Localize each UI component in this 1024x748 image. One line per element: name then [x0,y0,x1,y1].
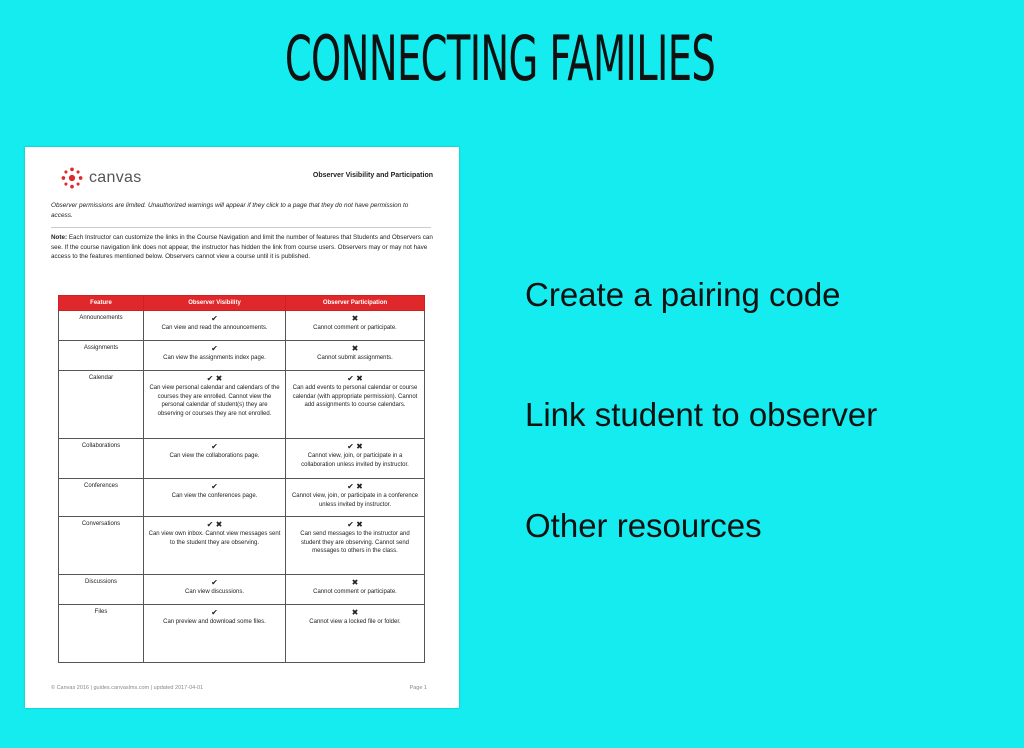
participation-mark-icon: ✔ ✖ [347,374,363,383]
visibility-text: Can view personal calendar and calendars of the courses they are enrolled. Cannot view the personal calendar of student(s) they are observing or courses they are not enrolled. [149,385,280,417]
participation-cell [286,479,425,517]
table-row [59,311,425,341]
page-number: Page 1 [409,685,427,691]
feature-cell: Collaborations [59,439,144,479]
visibility-text: Can view the conferences page. [171,493,258,499]
bullet-item: Link student to observer [525,396,878,433]
slide-title: CONNECTING FAMILIES [284,22,716,95]
visibility-text: Can preview and download some files. [163,619,266,625]
table-row [59,439,425,479]
participation-mark-icon: ✖ [351,578,359,587]
visibility-mark-icon: ✔ [211,482,218,491]
permissions-table [58,295,425,663]
table-row [59,575,425,605]
visibility-text: Can view and read the announcements. [161,325,268,331]
visibility-text: Can view the collaborations page. [169,453,260,459]
table-row [59,517,425,575]
visibility-cell [144,479,286,517]
participation-cell [286,311,425,341]
document-footer [51,685,427,691]
participation-mark-icon: ✔ ✖ [347,520,363,529]
participation-text: Cannot view, join, or participate in a conference unless invited by instructor. [291,493,419,508]
visibility-cell [144,371,286,439]
feature-cell: Assignments [59,341,144,371]
feature-cell: Conferences [59,479,144,517]
visibility-mark-icon: ✔ [211,442,218,451]
visibility-mark-icon: ✔ [211,344,218,353]
document-note [51,233,435,262]
feature-cell: Conversations [59,517,144,575]
table-header-participation: Observer Participation [286,296,425,311]
participation-mark-icon: ✖ [351,608,359,617]
participation-cell [286,575,425,605]
document-header [61,167,433,189]
visibility-cell [144,439,286,479]
participation-cell [286,517,425,575]
canvas-logo-icon [61,167,83,189]
note-label: Note: [51,234,68,241]
visibility-mark-icon: ✔ [211,608,218,617]
participation-mark-icon: ✔ ✖ [347,442,363,451]
table-header-row [59,296,425,311]
visibility-text: Can view discussions. [184,589,245,595]
participation-text: Cannot view, join, or participate in a collaboration unless invited by instructor. [301,453,409,468]
visibility-cell [144,341,286,371]
participation-text: Cannot submit assignments. [317,355,393,361]
table-row [59,341,425,371]
table-header-visibility: Observer Visibility [144,296,286,311]
participation-cell [286,439,425,479]
visibility-text: Can view the assignments index page. [163,355,266,361]
visibility-cell [144,311,286,341]
footer-text: © Canvas 2016 | guides.canvaslms.com | updated 2017-04-01 [51,685,204,691]
visibility-mark-icon: ✔ [211,578,218,587]
bullet-item: Other resources [525,507,762,544]
bullet-item: Create a pairing code [525,276,841,313]
participation-cell [286,371,425,439]
table-row [59,371,425,439]
visibility-cell [144,517,286,575]
table-header-feature: Feature [59,296,144,311]
participation-text: Can send messages to the instructor and student they are observing. Cannot send messages to others in the class. [300,531,410,555]
participation-text: Cannot view a locked file or folder. [309,619,401,625]
visibility-cell [144,605,286,663]
participation-cell [286,341,425,371]
participation-text: Cannot comment or participate. [313,589,397,595]
table-row [59,479,425,517]
visibility-cell [144,575,286,605]
visibility-mark-icon: ✔ [211,314,218,323]
visibility-mark-icon: ✔ ✖ [206,374,223,383]
feature-cell: Calendar [59,371,144,439]
participation-mark-icon: ✔ ✖ [347,482,363,491]
participation-mark-icon: ✖ [351,344,359,353]
feature-cell: Discussions [59,575,144,605]
canvas-logo-text: canvas [89,169,142,186]
document-intro: Observer permissions are limited. Unauthorized warnings will appear if they click to a page that they do not have permission to access. [51,202,409,219]
feature-cell: Files [59,605,144,663]
document-image [25,147,459,708]
participation-mark-icon: ✖ [351,314,359,323]
participation-cell [286,605,425,663]
divider [51,227,431,228]
document-heading: Observer Visibility and Participation [312,172,433,179]
table-row [59,605,425,663]
note-text: Each Instructor can customize the links in the Course Navigation and limit the number of features that Students and Observers can see. If the course navigation link does not appear, the instructor has hidden the link from course users. Observers may or may not have access to the features mentioned below. Observers cannot view a course until it is published. [51,234,433,261]
visibility-text: Can view own inbox. Cannot view messages sent to the student they are observing. [148,531,281,546]
canvas-logo [61,167,142,189]
feature-cell: Announcements [59,311,144,341]
participation-text: Cannot comment or participate. [313,325,397,331]
visibility-mark-icon: ✔ ✖ [206,520,223,529]
participation-text: Can add events to personal calendar or course calendar (with appropriate permission). Cannot add assignments to course calendars. [292,385,418,409]
